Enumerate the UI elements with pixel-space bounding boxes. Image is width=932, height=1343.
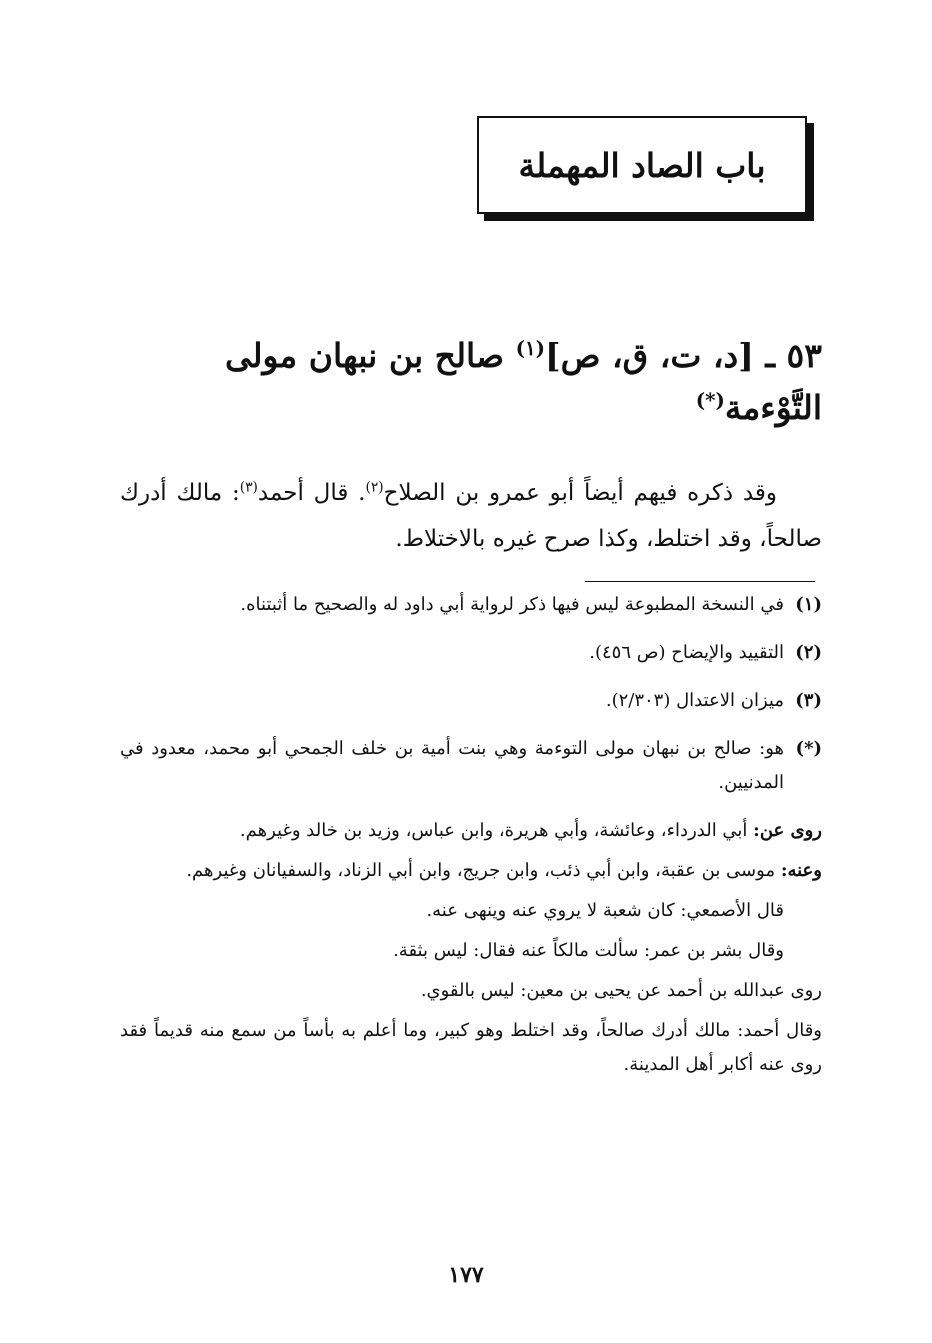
narrators-label: وعنه: <box>780 860 822 881</box>
narrated-from-paragraph <box>120 814 822 848</box>
body-note-ref-2: (٢) <box>365 479 384 496</box>
entry-sigla-note: (١) <box>515 336 545 360</box>
footnote-item <box>120 588 822 622</box>
body-paragraph <box>120 470 822 562</box>
footnote-number: (١) <box>795 594 822 615</box>
narrated-from-label: روى عن: <box>753 820 822 841</box>
footnote-item <box>120 684 822 718</box>
footnote-text: ميزان الاعتدال (٢/٣٠٣). <box>605 690 784 711</box>
narrators-paragraph <box>120 854 822 888</box>
page-number: ١٧٧ <box>448 1262 484 1288</box>
footnote-text: في النسخة المطبوعة ليس فيها ذكر لرواية أبي داود له والصحيح ما أثبتناه. <box>240 594 784 615</box>
footnote-item <box>120 732 822 800</box>
chapter-heading-box <box>477 116 807 214</box>
footnote-text: التقييد والإيضاح (ص ٤٥٦). <box>589 642 784 663</box>
entry-name-note: (*) <box>695 388 725 412</box>
chapter-title: باب الصاد المهملة <box>518 145 766 185</box>
footnote-text: هو: صالح بن نبهان مولى التوءمة وهي بنت أمية بن خلف الجمحي أبو محمد، معدود في المدنيين. <box>120 738 784 793</box>
footnote-separator <box>585 581 815 582</box>
footnotes-section <box>120 588 822 1088</box>
entry-sigla: [د، ت، ق، ص] <box>544 336 754 375</box>
quote-asmai: قال الأصمعي: كان شعبة لا يروي عنه وينهى عنه. <box>426 900 784 921</box>
footnote-number: (٣) <box>795 690 822 711</box>
body-note-ref-3: (٣) <box>239 479 258 496</box>
entry-name-line1: صالح بن نبهان مولى <box>224 336 505 375</box>
quote-bishr: وقال بشر بن عمر: سألت مالكاً عنه فقال: ليس بثقة. <box>393 940 784 961</box>
quote-ahmad: وقال أحمد: مالك أدرك صالحاً، وقد اختلط وهو كبير، وما أعلم به بأساً من سمع منه قديماً فقد روى عنه أكابر أهل المدينة. <box>120 1020 822 1075</box>
footnote-number: (٢) <box>795 642 822 663</box>
entry-heading <box>120 330 822 434</box>
footnote-item <box>120 636 822 670</box>
narrated-from-text: أبي الدرداء، وعائشة، وأبي هريرة، وابن عباس، وزيد بن خالد وغيرهم. <box>239 820 748 841</box>
entry-dash: ـ <box>765 336 776 375</box>
body-text-b: . قال أحمد <box>257 480 366 506</box>
body-text-c: : مالك أدرك صالحاً، وقد اختلط، وكذا صرح غيره بالاختلاط. <box>120 480 822 552</box>
quote-ibn-maeen: روى عبدالله بن أحمد عن يحيى بن معين: ليس بالقوي. <box>420 980 822 1001</box>
narrators-text: موسى بن عقبة، وابن أبي ذئب، وابن جريج، وابن أبي الزناد، والسفيانان وغيرهم. <box>186 860 776 881</box>
entry-number: ٥٣ <box>786 336 822 375</box>
footnote-number: (*) <box>795 738 822 759</box>
body-text-a: وقد ذكره فيهم أيضاً أبو عمرو بن الصلاح <box>383 480 777 506</box>
entry-name-line2: التَّوْءمة <box>724 388 822 427</box>
